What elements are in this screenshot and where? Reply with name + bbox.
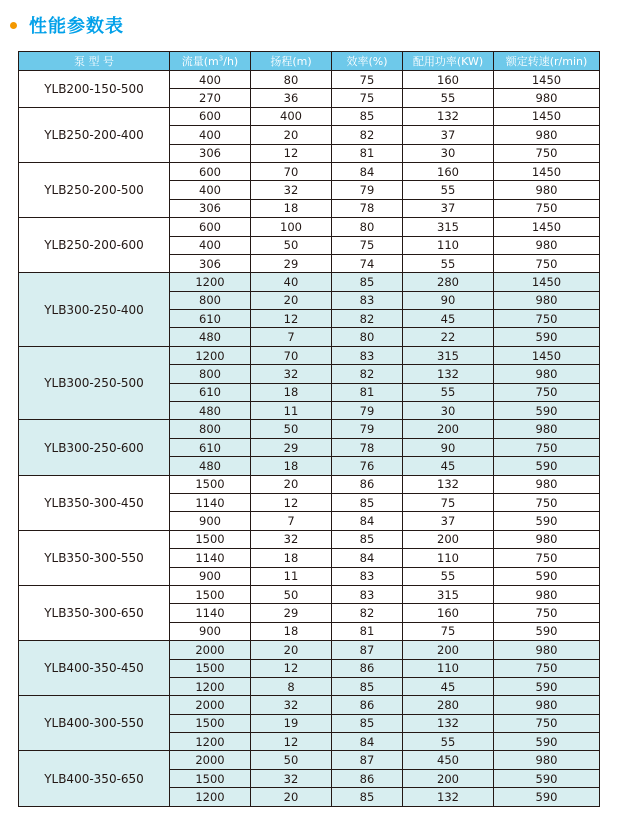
power-cell: 200 xyxy=(403,641,494,659)
efficiency-cell: 75 xyxy=(332,89,403,107)
efficiency-cell: 79 xyxy=(332,420,403,438)
efficiency-cell: 84 xyxy=(332,512,403,530)
speed-cell: 590 xyxy=(494,677,600,695)
model-cell: YLB350-300-650 xyxy=(19,585,170,640)
bullet-dot-icon xyxy=(10,22,17,29)
speed-cell: 1450 xyxy=(494,273,600,291)
head-cell: 12 xyxy=(251,144,332,162)
table-row xyxy=(19,107,600,125)
model-cell: YLB300-250-600 xyxy=(19,420,170,475)
flow-cell: 600 xyxy=(170,107,251,125)
speed-cell: 980 xyxy=(494,696,600,714)
speed-cell: 590 xyxy=(494,457,600,475)
power-cell: 110 xyxy=(403,236,494,254)
power-cell: 55 xyxy=(403,89,494,107)
efficiency-cell: 84 xyxy=(332,733,403,751)
model-cell: YLB350-300-450 xyxy=(19,475,170,530)
head-cell: 20 xyxy=(251,291,332,309)
header-flow-sup: 3 xyxy=(218,54,224,63)
efficiency-cell: 75 xyxy=(332,71,403,89)
head-cell: 11 xyxy=(251,567,332,585)
efficiency-cell: 86 xyxy=(332,769,403,787)
table-row xyxy=(19,751,600,769)
flow-cell: 400 xyxy=(170,71,251,89)
speed-cell: 750 xyxy=(494,714,600,732)
speed-cell: 1450 xyxy=(494,162,600,180)
efficiency-cell: 79 xyxy=(332,181,403,199)
power-cell: 55 xyxy=(403,733,494,751)
flow-cell: 1500 xyxy=(170,714,251,732)
flow-cell: 306 xyxy=(170,199,251,217)
speed-cell: 980 xyxy=(494,126,600,144)
head-cell: 32 xyxy=(251,530,332,548)
table-row xyxy=(19,696,600,714)
model-cell: YLB250-200-500 xyxy=(19,162,170,217)
head-cell: 19 xyxy=(251,714,332,732)
flow-cell: 1140 xyxy=(170,604,251,622)
efficiency-cell: 82 xyxy=(332,126,403,144)
speed-cell: 750 xyxy=(494,199,600,217)
speed-cell: 980 xyxy=(494,751,600,769)
speed-cell: 750 xyxy=(494,659,600,677)
speed-cell: 750 xyxy=(494,438,600,456)
head-cell: 18 xyxy=(251,622,332,640)
power-cell: 45 xyxy=(403,677,494,695)
flow-cell: 610 xyxy=(170,383,251,401)
efficiency-cell: 85 xyxy=(332,273,403,291)
model-cell: YLB250-200-400 xyxy=(19,107,170,162)
efficiency-cell: 87 xyxy=(332,751,403,769)
speed-cell: 1450 xyxy=(494,107,600,125)
table-header-row xyxy=(19,52,600,71)
head-cell: 18 xyxy=(251,457,332,475)
speed-cell: 980 xyxy=(494,530,600,548)
head-cell: 12 xyxy=(251,493,332,511)
speed-cell: 980 xyxy=(494,420,600,438)
power-cell: 160 xyxy=(403,604,494,622)
flow-cell: 1500 xyxy=(170,585,251,603)
efficiency-cell: 80 xyxy=(332,328,403,346)
efficiency-cell: 81 xyxy=(332,144,403,162)
flow-cell: 1200 xyxy=(170,346,251,364)
efficiency-cell: 78 xyxy=(332,438,403,456)
head-cell: 11 xyxy=(251,402,332,420)
flow-cell: 1500 xyxy=(170,659,251,677)
head-cell: 7 xyxy=(251,328,332,346)
model-cell: YLB300-250-400 xyxy=(19,273,170,347)
efficiency-cell: 75 xyxy=(332,236,403,254)
speed-cell: 750 xyxy=(494,383,600,401)
header-speed: 额定转速(r/min) xyxy=(494,52,600,71)
efficiency-cell: 83 xyxy=(332,567,403,585)
speed-cell: 980 xyxy=(494,641,600,659)
flow-cell: 480 xyxy=(170,457,251,475)
speed-cell: 590 xyxy=(494,769,600,787)
flow-cell: 1500 xyxy=(170,475,251,493)
efficiency-cell: 81 xyxy=(332,622,403,640)
efficiency-cell: 85 xyxy=(332,530,403,548)
power-cell: 45 xyxy=(403,457,494,475)
head-cell: 18 xyxy=(251,549,332,567)
header-flow xyxy=(170,52,251,71)
table-row xyxy=(19,641,600,659)
head-cell: 32 xyxy=(251,365,332,383)
page-title: 性能参数表 xyxy=(29,16,124,37)
head-cell: 18 xyxy=(251,383,332,401)
header-efficiency: 效率(%) xyxy=(332,52,403,71)
power-cell: 450 xyxy=(403,751,494,769)
speed-cell: 590 xyxy=(494,788,600,806)
speed-cell: 590 xyxy=(494,622,600,640)
power-cell: 37 xyxy=(403,126,494,144)
table-row xyxy=(19,162,600,180)
table-row xyxy=(19,273,600,291)
power-cell: 132 xyxy=(403,788,494,806)
head-cell: 50 xyxy=(251,236,332,254)
speed-cell: 590 xyxy=(494,567,600,585)
flow-cell: 800 xyxy=(170,291,251,309)
table-row xyxy=(19,530,600,548)
flow-cell: 900 xyxy=(170,622,251,640)
model-cell: YLB250-200-600 xyxy=(19,218,170,273)
speed-cell: 750 xyxy=(494,254,600,272)
power-cell: 132 xyxy=(403,475,494,493)
head-cell: 20 xyxy=(251,788,332,806)
speed-cell: 590 xyxy=(494,512,600,530)
speed-cell: 750 xyxy=(494,549,600,567)
head-cell: 12 xyxy=(251,733,332,751)
header-flow-suffix: /h) xyxy=(223,55,239,68)
speed-cell: 750 xyxy=(494,493,600,511)
model-cell: YLB300-250-500 xyxy=(19,346,170,420)
flow-cell: 1200 xyxy=(170,677,251,695)
power-cell: 45 xyxy=(403,310,494,328)
flow-cell: 306 xyxy=(170,254,251,272)
power-cell: 280 xyxy=(403,696,494,714)
head-cell: 70 xyxy=(251,346,332,364)
power-cell: 55 xyxy=(403,567,494,585)
speed-cell: 980 xyxy=(494,89,600,107)
head-cell: 50 xyxy=(251,585,332,603)
flow-cell: 1500 xyxy=(170,530,251,548)
power-cell: 132 xyxy=(403,714,494,732)
speed-cell: 980 xyxy=(494,236,600,254)
head-cell: 20 xyxy=(251,475,332,493)
speed-cell: 590 xyxy=(494,328,600,346)
head-cell: 40 xyxy=(251,273,332,291)
table-row xyxy=(19,71,600,89)
power-cell: 22 xyxy=(403,328,494,346)
flow-cell: 1140 xyxy=(170,493,251,511)
flow-cell: 610 xyxy=(170,438,251,456)
flow-cell: 480 xyxy=(170,402,251,420)
model-cell: YLB400-350-650 xyxy=(19,751,170,806)
speed-cell: 980 xyxy=(494,585,600,603)
flow-cell: 1200 xyxy=(170,788,251,806)
head-cell: 29 xyxy=(251,438,332,456)
header-power: 配用功率(KW) xyxy=(403,52,494,71)
head-cell: 12 xyxy=(251,659,332,677)
efficiency-cell: 82 xyxy=(332,604,403,622)
head-cell: 50 xyxy=(251,420,332,438)
flow-cell: 1200 xyxy=(170,273,251,291)
speed-cell: 750 xyxy=(494,144,600,162)
flow-cell: 480 xyxy=(170,328,251,346)
power-cell: 315 xyxy=(403,346,494,364)
power-cell: 315 xyxy=(403,585,494,603)
speed-cell: 980 xyxy=(494,365,600,383)
speed-cell: 1450 xyxy=(494,218,600,236)
efficiency-cell: 85 xyxy=(332,493,403,511)
flow-cell: 600 xyxy=(170,218,251,236)
flow-cell: 1140 xyxy=(170,549,251,567)
efficiency-cell: 74 xyxy=(332,254,403,272)
power-cell: 75 xyxy=(403,622,494,640)
head-cell: 36 xyxy=(251,89,332,107)
efficiency-cell: 81 xyxy=(332,383,403,401)
power-cell: 200 xyxy=(403,769,494,787)
head-cell: 7 xyxy=(251,512,332,530)
table-row xyxy=(19,585,600,603)
flow-cell: 400 xyxy=(170,236,251,254)
flow-cell: 800 xyxy=(170,365,251,383)
efficiency-cell: 86 xyxy=(332,696,403,714)
speed-cell: 980 xyxy=(494,291,600,309)
speed-cell: 1450 xyxy=(494,346,600,364)
efficiency-cell: 82 xyxy=(332,310,403,328)
header-model: 泵 型 号 xyxy=(19,52,170,71)
table-body xyxy=(19,71,600,807)
efficiency-cell: 85 xyxy=(332,677,403,695)
flow-cell: 900 xyxy=(170,567,251,585)
head-cell: 12 xyxy=(251,310,332,328)
head-cell: 29 xyxy=(251,604,332,622)
head-cell: 29 xyxy=(251,254,332,272)
flow-cell: 306 xyxy=(170,144,251,162)
power-cell: 55 xyxy=(403,254,494,272)
power-cell: 132 xyxy=(403,107,494,125)
power-cell: 132 xyxy=(403,365,494,383)
power-cell: 280 xyxy=(403,273,494,291)
model-cell: YLB350-300-550 xyxy=(19,530,170,585)
performance-table xyxy=(18,51,600,807)
power-cell: 37 xyxy=(403,199,494,217)
head-cell: 50 xyxy=(251,751,332,769)
efficiency-cell: 85 xyxy=(332,714,403,732)
power-cell: 160 xyxy=(403,162,494,180)
power-cell: 315 xyxy=(403,218,494,236)
power-cell: 90 xyxy=(403,291,494,309)
section-header xyxy=(10,12,124,38)
efficiency-cell: 86 xyxy=(332,475,403,493)
head-cell: 100 xyxy=(251,218,332,236)
model-cell: YLB400-300-550 xyxy=(19,696,170,751)
speed-cell: 980 xyxy=(494,475,600,493)
efficiency-cell: 87 xyxy=(332,641,403,659)
efficiency-cell: 79 xyxy=(332,402,403,420)
flow-cell: 610 xyxy=(170,310,251,328)
power-cell: 75 xyxy=(403,493,494,511)
efficiency-cell: 84 xyxy=(332,162,403,180)
flow-cell: 270 xyxy=(170,89,251,107)
efficiency-cell: 83 xyxy=(332,291,403,309)
flow-cell: 600 xyxy=(170,162,251,180)
flow-cell: 900 xyxy=(170,512,251,530)
efficiency-cell: 85 xyxy=(332,788,403,806)
flow-cell: 1200 xyxy=(170,733,251,751)
efficiency-cell: 84 xyxy=(332,549,403,567)
table-row xyxy=(19,475,600,493)
model-cell: YLB200-150-500 xyxy=(19,71,170,108)
head-cell: 20 xyxy=(251,641,332,659)
efficiency-cell: 76 xyxy=(332,457,403,475)
speed-cell: 590 xyxy=(494,733,600,751)
head-cell: 80 xyxy=(251,71,332,89)
efficiency-cell: 83 xyxy=(332,346,403,364)
flow-cell: 400 xyxy=(170,181,251,199)
power-cell: 90 xyxy=(403,438,494,456)
flow-cell: 400 xyxy=(170,126,251,144)
power-cell: 110 xyxy=(403,549,494,567)
power-cell: 200 xyxy=(403,530,494,548)
speed-cell: 750 xyxy=(494,604,600,622)
power-cell: 160 xyxy=(403,71,494,89)
flow-cell: 800 xyxy=(170,420,251,438)
power-cell: 200 xyxy=(403,420,494,438)
performance-table-container xyxy=(18,51,599,807)
power-cell: 30 xyxy=(403,144,494,162)
power-cell: 37 xyxy=(403,512,494,530)
power-cell: 110 xyxy=(403,659,494,677)
head-cell: 32 xyxy=(251,696,332,714)
head-cell: 32 xyxy=(251,769,332,787)
power-cell: 55 xyxy=(403,181,494,199)
efficiency-cell: 86 xyxy=(332,659,403,677)
head-cell: 70 xyxy=(251,162,332,180)
efficiency-cell: 85 xyxy=(332,107,403,125)
speed-cell: 590 xyxy=(494,402,600,420)
header-flow-prefix: 流量(m xyxy=(181,55,219,68)
table-row xyxy=(19,218,600,236)
head-cell: 32 xyxy=(251,181,332,199)
flow-cell: 2000 xyxy=(170,641,251,659)
speed-cell: 750 xyxy=(494,310,600,328)
head-cell: 8 xyxy=(251,677,332,695)
head-cell: 18 xyxy=(251,199,332,217)
efficiency-cell: 80 xyxy=(332,218,403,236)
efficiency-cell: 78 xyxy=(332,199,403,217)
power-cell: 30 xyxy=(403,402,494,420)
power-cell: 55 xyxy=(403,383,494,401)
flow-cell: 1500 xyxy=(170,769,251,787)
head-cell: 400 xyxy=(251,107,332,125)
header-head: 扬程(m) xyxy=(251,52,332,71)
table-row xyxy=(19,346,600,364)
efficiency-cell: 83 xyxy=(332,585,403,603)
table-row xyxy=(19,420,600,438)
speed-cell: 1450 xyxy=(494,71,600,89)
efficiency-cell: 82 xyxy=(332,365,403,383)
flow-cell: 2000 xyxy=(170,751,251,769)
flow-cell: 2000 xyxy=(170,696,251,714)
head-cell: 20 xyxy=(251,126,332,144)
model-cell: YLB400-350-450 xyxy=(19,641,170,696)
speed-cell: 980 xyxy=(494,181,600,199)
